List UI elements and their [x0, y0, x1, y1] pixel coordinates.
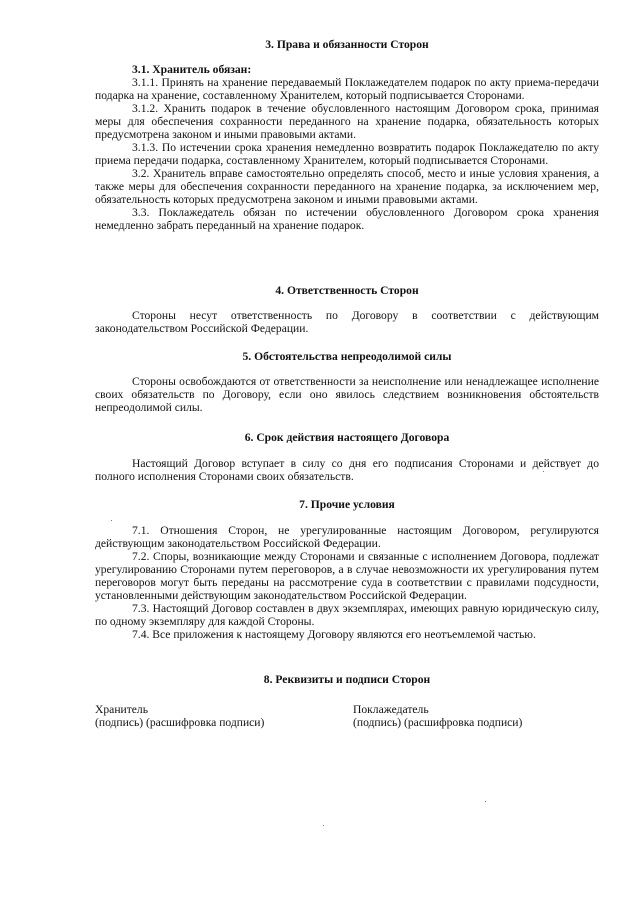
section-5-title: 5. Обстоятельства непреодолимой силы: [242, 350, 452, 363]
scan-speck: [111, 520, 112, 521]
section-3-body: [95, 63, 599, 232]
section-4-body: [95, 309, 599, 335]
scan-speck: [485, 801, 486, 802]
paragraph-4: Стороны несут ответственность по Договору в соответствии с действующим законодательством Российской Федерации.: [95, 309, 599, 335]
paragraph-6: Настоящий Договор вступает в силу со дня его подписания Сторонами и действует до полного исполнения Сторонами своих обязательств.: [95, 457, 599, 483]
signature-right: [353, 703, 603, 729]
custodian-label: Хранитель: [95, 703, 149, 716]
paragraph-3-3: 3.3. Поклажедатель обязан по истечении обусловленного Договором срока хранения немедленно забрать переданный на хранение подарок.: [95, 206, 599, 232]
paragraph-3-1-3: 3.1.3. По истечении срока хранения немедленно возвратить подарок Поклажедателю по акту приема передачи подарка, составленному Хранителем, который подписывается Сторонами.: [95, 141, 599, 167]
signature-left: [95, 703, 345, 729]
section-8-title: 8. Реквизиты и подписи Сторон: [263, 673, 431, 686]
section-3-title: 3. Права и обязанности Сторон: [265, 38, 429, 51]
section-7-body: [95, 524, 599, 641]
section-5-body: [95, 375, 599, 414]
section-4: [95, 284, 599, 297]
section-7-title: 7. Прочие условия: [299, 498, 395, 511]
depositor-label: Поклажедатель: [353, 703, 429, 716]
section-8: [95, 673, 599, 686]
scan-speck: [543, 471, 544, 472]
paragraph-3-1-1: 3.1.1. Принять на хранение передаваемый Поклажедателем подарок по акту приема-передачи подарка на хранение, составленному Хранителем, который подписывается Сторонами.: [95, 76, 599, 102]
section-6-body: [95, 457, 599, 483]
paragraph-3-1-2: 3.1.2. Хранить подарок в течение обусловленного настоящим Договором срока, принимая меры для обеспечения сохранности переданного на хранение подарка, обязательность которых предусмотрена законом и иными правовыми актами.: [95, 102, 599, 141]
section-5: [95, 350, 599, 363]
custodian-signature-caption: (подпись) (расшифровка подписи): [95, 716, 265, 729]
section-3: [95, 38, 599, 51]
paragraph-7-2: 7.2. Споры, возникающие между Сторонами и связанные с исполнением Договора, подлежат урегулированию Сторонами путем переговоров, а в случае невозможности их урегулирования путем переговоров могут быть переданы на рассмотрение суда в соответствии с правилами подсудности, установленными действующим законодательством Российской Федерации.: [95, 550, 599, 602]
section-3-subtitle: 3.1. Хранитель обязан:: [132, 63, 252, 76]
paragraph-5: Стороны освобождаются от ответственности за неисполнение или ненадлежащее исполнение своих обязательств по Договору, если оно явилось следствием возникновения обстоятельств непреодолимой силы.: [95, 375, 599, 414]
section-6: [95, 431, 599, 444]
paragraph-7-3: 7.3. Настоящий Договор составлен в двух экземплярах, имеющих равную юридическую силу, по одному экземпляру для каждой Стороны.: [95, 602, 599, 628]
depositor-signature-caption: (подпись) (расшифровка подписи): [353, 716, 523, 729]
scan-speck: [323, 825, 324, 826]
paragraph-7-4: 7.4. Все приложения к настоящему Договору являются его неотъемлемой частью.: [132, 628, 536, 641]
paragraph-3-2: 3.2. Хранитель вправе самостоятельно определять способ, место и иные условия хранения, а также меры для обеспечения сохранности переданного на хранение подарка, за исключением мер, обязательность которых предусмотрена законом и иными правовыми актами.: [95, 167, 599, 206]
paragraph-7-1: 7.1. Отношения Сторон, не урегулированные настоящим Договором, регулируются действующим законодательством Российской Федерации.: [95, 524, 599, 550]
section-4-title: 4. Ответственность Сторон: [275, 284, 419, 297]
section-7: [95, 498, 599, 511]
section-6-title: 6. Срок действия настоящего Договора: [244, 431, 450, 444]
